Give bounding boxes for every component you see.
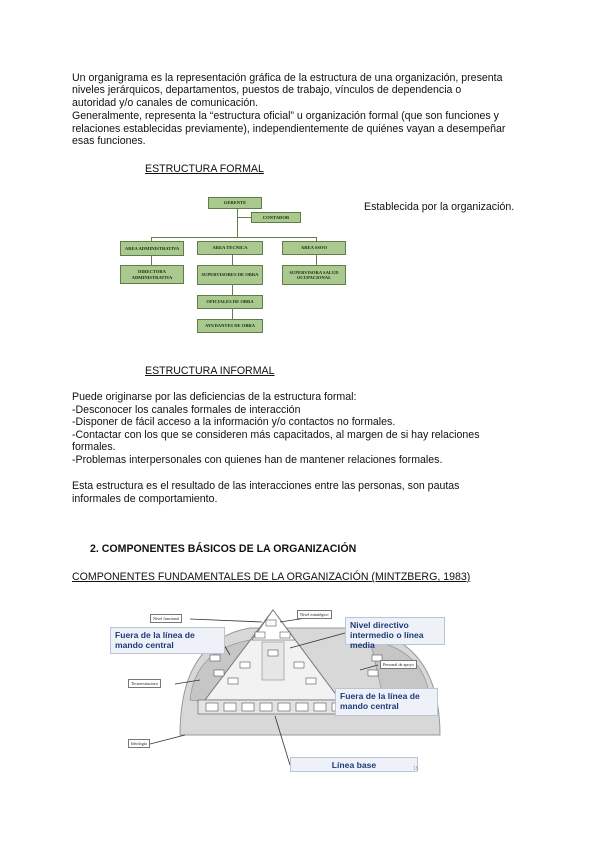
callout-middle-line: Nivel directivo intermedio o línea media <box>345 617 445 645</box>
label-tecnoestructura: Tecnoestructura <box>128 679 161 688</box>
figure-page-number: 15 <box>413 766 419 772</box>
informal-line-3: -Disponer de fácil acceso a la información y/o contactos no formales. <box>72 416 396 428</box>
org-ayudantes-obra: AYUDANTES DE OBRA <box>197 319 263 333</box>
intro-line-4: Generalmente, representa la “estructura oficial” u organización formal (que son funciones y <box>72 110 499 122</box>
label-personal-apoyo: Personal de apoyo <box>380 660 417 669</box>
callout-operating-core: Línea base <box>290 757 418 772</box>
intro-line-2: niveles jerárquicos, departamentos, puestos de trabajo, vínculos de dependencia o <box>72 84 462 96</box>
callout-left-line-staff: Fuera de la línea de mando central <box>110 627 225 654</box>
intro-line-1: Un organigrama es la representación gráfica de la estructura de una organización, presenta <box>72 72 503 84</box>
org-oficiales-obra: OFICIALES DE OBRA <box>197 295 263 309</box>
informal-line-4: -Contactar con los que se consideren más capacitados, al margen de si hay relaciones <box>72 429 480 441</box>
org-area-tecnica: AREA TECNICA <box>197 241 263 255</box>
informal-line-7: Esta estructura es el resultado de las interacciones entre las personas, son pautas <box>72 480 460 492</box>
informal-line-5: formales. <box>72 441 116 453</box>
label-nivel-funcional: Nivel funcional <box>150 614 182 623</box>
informal-line-6: -Problemas interpersonales con quienes han de mantener relaciones formales. <box>72 454 443 466</box>
org-supervisores-obra: SUPERVISORES DE OBRA <box>197 265 263 285</box>
intro-line-6: esas funciones. <box>72 135 146 147</box>
section-2-heading: 2. COMPONENTES BÁSICOS DE LA ORGANIZACIÓN <box>90 543 357 555</box>
formal-structure-note: Establecida por la organización. <box>364 201 515 213</box>
label-ideologia: Ideología <box>128 739 150 748</box>
formal-structure-title: ESTRUCTURA FORMAL <box>145 163 264 175</box>
org-contador: CONTADOR <box>251 212 301 223</box>
section-2-subheading: COMPONENTES FUNDAMENTALES DE LA ORGANIZACIÓN (MINTZBERG, 1983) <box>72 571 471 583</box>
org-supervisora-salud: SUPERVISORA SALUD OCUPACIONAL <box>282 265 346 285</box>
org-area-administrativa: AREA ADMINISTRATIVA <box>120 241 184 256</box>
org-gerente: GERENTE <box>208 197 262 209</box>
org-area-ssoo: AREA SSOO <box>282 241 346 255</box>
org-directora-administrativa: DIRECTORA ADMINISTRATIVA <box>120 265 184 284</box>
label-nivel-estrategico: Nivel estratégico <box>297 610 332 619</box>
informal-line-2: -Desconocer los canales formales de interacción <box>72 404 301 416</box>
intro-line-3: autoridad y/o canales de comunicación. <box>72 97 259 109</box>
informal-line-1: Puede originarse por las deficiencias de la estructura formal: <box>72 391 357 403</box>
informal-line-8: informales de comportamiento. <box>72 493 218 505</box>
informal-structure-title: ESTRUCTURA INFORMAL <box>145 365 275 377</box>
intro-line-5: relaciones establecidas previamente), independientemente de quiénes vayan a desempeñar <box>72 123 506 135</box>
callout-right-line-staff: Fuera de la línea de mando central <box>335 688 438 716</box>
